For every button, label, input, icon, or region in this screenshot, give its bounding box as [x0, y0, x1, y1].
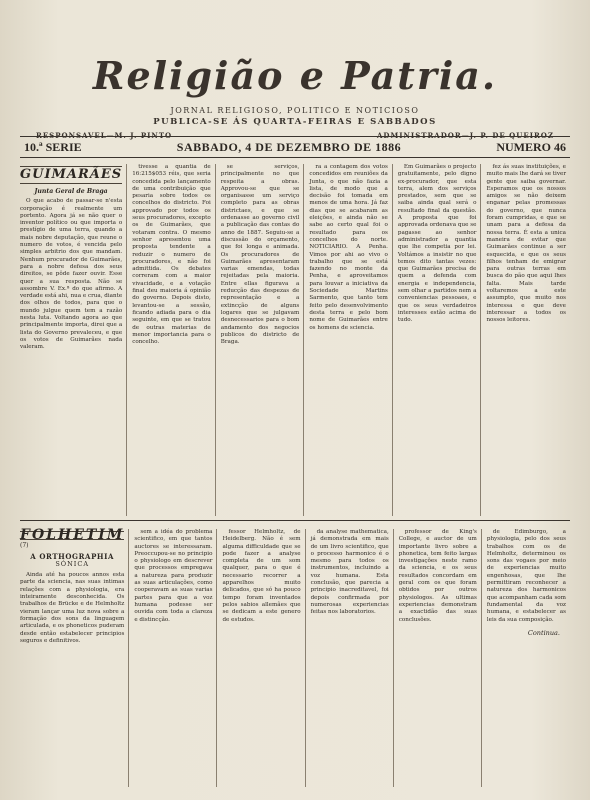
column-4 [309, 164, 393, 516]
column-6 [486, 164, 570, 516]
issue-number: NUMERO 46 [496, 139, 566, 154]
column-text: tivesse a quantia de 16:215$053 réis, que seria concedida pelo lançamento de uma contribuição que pesaria sobre todos os concelhos do districto. Foi approvado por todos os seus procuradores, excepto os de Guimarães, que votaram contra. O mesmo senhor apresentou uma proposta tendente a reduzir o numero de procuradores, e não foi admittida. Os debates correram com a maior vivacidade, e a votação final deu maioria á opinião do governo. Depois disto, levantou-se a sessão, ficando adiada para o dia seguinte, em que se tratou de outras materias de menor importancia para o concelho. [132, 164, 211, 346]
folhetim-title: A ORTHOGRAPHIA [30, 551, 115, 561]
responsible-editor: RESPONSAVEL—M. J. PINTO [36, 131, 173, 140]
article-byline: Junta Geral de Braga [34, 188, 108, 195]
folhetim-text: fessor Helmholtz, de Heidelberg. Não é sem alguma difficuldade que se pode fazer a analyse completa de um som qualquer, para o que é necessario recorrer a apparelhos muito delicados, que só ha pouco tempo foram inventados pelos sabios allemães que se dedicam a este genero de estudos. [222, 529, 301, 623]
continued-note: Continua. [527, 628, 560, 637]
folhetim-column-3 [222, 529, 305, 787]
folhetim-heading: FOLHETIM [20, 527, 125, 543]
column-5 [398, 164, 482, 516]
column-text: O que acabo de passar-se n'esta corporação é realmente um portento. Agora já se não quer o inventor político ou que importa o prestígio de uma terra, quando a mais nobre deputação, que reune o numero de votos, é vencida pelo simples arbitrio dos que mandam. Nenhum procurador de Guimarães, para a nobre defesa dos seus direitos, se pôde fazer ouvir. Esse quer a sua resposta. Não se assombre V. Ex.ª do que afirmo. A verdade está ahi, nua e crua, diante dos olhos de todos, para que o mundo julgue quem tem a razão nesta luta. Voltando agora ao que principalmente importa, direi que a lista do Governo prevaleceu, e que os votos de Guimarães nada valeram. [20, 198, 123, 351]
column-text: fez ás suas instituições, e muito mais lhe dará se tiver gente que saiba governar. Esperamos que os nossos amigos se não deixem enganar pelas promessas do governo, que nunca foram cumpridas, e que se unam para a defesa da nossa terra. É esta a unica maneira de evitar que Guimarães continue a ser esquecida, e que os seus filhos tenham de emigrar para outras terras em busca do pão que aqui lhes falta. Mais tarde voltaremos a este assumpto, que muito nos interessa e que deve interessar a todos os nossos leitores. [486, 164, 566, 324]
administrator: ADMINISTRADOR—J. P. DE QUEIROZ [377, 131, 554, 140]
column-text: ra a contagem dos votos concedidos em reuniões da Junta, o que não fazia a lista, de modo que a decisão foi tomada em menos de uma hora. Já faz dias que se acabaram as eleições, e ainda não se sabe ao certo qual foi o resultado para os concelhos do norte. NOTICIARIO. A Penha. Vimos por ahi ao vivo o trabalho que se está fazendo no monte da Penha, e aproveitamos para louvar a iniciativa da Sociedade Martins Sarmento, que tanto tem feito pelo desenvolvimento desta terra e pelo bom nome de Guimarães entre os homens de sciencia. [309, 164, 388, 331]
folhetim-text: Ainda até ha poucos annos esta parte da sciencia, nas suas intimas relações com a physiologia, era inteiramente desconhecida. Os trabalhos de Brücke e de Helmholtz vieram lançar uma luz nova sobre a formação dos sons da linguagem articulada, e os phoneticos puderam desde então estabelecer principios seguros e definitivos. [20, 572, 125, 644]
folhetim-text: professor de King's College, e auctor de um importante livro sobre a phonetica, tem feito largas investigações neste ramo da sciencia, e os seus resultados concordam em geral com os que foram obtidos por outros physiologos. As ultimas experiencias demonstram a exactidão das suas conclusões. [398, 529, 477, 623]
column-text: se serviços, principalmente no que respeita a obras. Approvou-se que se organisasse um serviço completo para as obras districtaes, e que se ordenasse ao governo civil a publicação das contas do anno de 1887. Seguiu-se a discussão do orçamento, que foi longa e animada. Os procuradores de Guimarães apresentaram varias emendas, todas rejeitadas pela maioria. Entre ellas figurava a reducção das despezas de representação e a extincção de alguns logares que se julgavam desnecessarios para o bom andamento dos negocios publicos do districto de Braga. [220, 164, 300, 346]
folhetim-text: sem a idéa do problema scientifico, em que tantos auctores se interessaram. Preoccupou-se no principio o physiologo em descrever que processos empregava a natureza para produzir as suas articulações, como cooperavam as suas varias partes para que a voz humana podesse ser ouvida com toda a clareza e distincção. [134, 529, 213, 623]
folhetim-column-5 [399, 529, 482, 787]
column-3 [221, 164, 305, 516]
newspaper-title: Religião e Patria. [92, 53, 498, 98]
folhetim-column-2 [134, 529, 217, 787]
dateline [20, 136, 570, 158]
column-1 [20, 164, 127, 516]
folhetim-number: (7) [20, 542, 29, 550]
issue-date: SABBADO, 4 DE DEZEMBRO DE 1886 [176, 139, 402, 154]
masthead [14, 0, 576, 140]
section-heading: GUIMARÃES [20, 167, 123, 182]
article-columns [20, 164, 570, 516]
folhetim-column-4 [311, 529, 394, 787]
folhetim-column-1 [20, 529, 129, 787]
folhetim-column-6 [487, 529, 570, 787]
publication-schedule: PUBLICA-SE ÁS QUARTA-FEIRAS E SABBADOS [153, 117, 437, 127]
folhetim-text: de Edimburgo, a physiologia, pelo dos seus trabalhos com os de Helmholtz, determinou os sons das vogaes por meio de experiencias muito engenhosas, que lhe permittiram reconhecer a natureza dos harmonicos que acompanham cada som fundamental da voz humana, e estabelecer as leis da sua composição. [486, 529, 566, 623]
folhetim-text: da analyse mathematica, já demonstrada em mais de um livro scientifico, que o processo harmonico é o mesmo para todos os instrumentos, incluindo a voz humana. Esta conclusão, que parecia a principio inacreditavel, foi depois confirmada por numerosas experiencias feitas nos laboratorios. [310, 529, 389, 616]
newspaper-subtitle: JORNAL RELIGIOSO, POLITICO E NOTICIOSO [170, 106, 420, 115]
series-label: 10.ª SERIE [24, 139, 82, 154]
column-text: Em Guimarães o projecto gratuitamente, pelo digno ex-procurador, que esta terra, alem dos serviços prestados, sem que se saiba ainda qual será o resultado final da questão. A proposta que foi approvada ordenava que se pagasse ao senhor administrador a quantia que lhe competia por lei. Voltámos a insistir no que temos dito tantas vezes: que Guimarães precisa de quem a defenda com energia e independencia, sem olhar a partidos nem a conveniencias pessoaes, e que os seus verdadeiros interesses estão acima de tudo. [397, 164, 477, 324]
column-2 [132, 164, 216, 516]
folhetim-subtitle: SÓNICA [55, 559, 90, 568]
folhetim-section [20, 520, 570, 790]
